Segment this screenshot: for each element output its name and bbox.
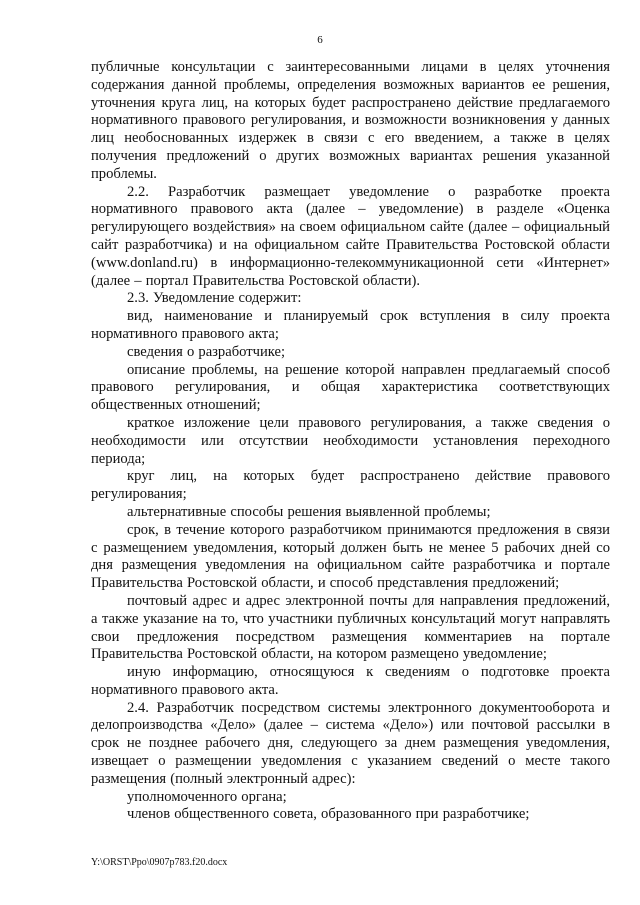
paragraph: краткое изложение цели правового регулирования, а также сведения о необходимости или отсутствии необходимости установления переходного периода; [91, 414, 610, 467]
paragraph: уполномоченного органа; [127, 788, 287, 805]
body-text [91, 59, 610, 824]
paragraph: сведения о разработчике; [127, 343, 286, 360]
footer-file-path: Y:\ORST\Ppo\0907p783.f20.docx [91, 857, 228, 868]
paragraph: вид, наименование и планируемый срок вступления в силу проекта нормативного правового акта; [91, 308, 610, 342]
paragraph: 2.2. Разработчик размещает уведомление о разработке проекта нормативного правового акта (далее – уведомление) в разделе «Оценка регулирующего воздействия» на своем официальном сайте (далее – официальный сайт разработчика) и на официальном сайте Правительства Ростовской области (www.donland.ru) в информационно-телекоммуникационной сети «Интернет» (далее – портал Правительства Ростовской области). [91, 183, 610, 289]
paragraph: членов общественного совета, образованного при разработчике; [127, 806, 530, 823]
paragraph: публичные консультации с заинтересованными лицами в целях уточнения содержания данной проблемы, определения возможных вариантов ее решения, уточнения круга лиц, на которых будет распространено действие предлагаемого нормативного правового регулирования, и возможности возникновения у данных лиц необоснованных издержек в связи с его введением, а также в целях получения предложений о других возможных вариантах решения указанной проблемы. [91, 59, 610, 182]
paragraph: срок, в течение которого разработчиком принимаются предложения в связи с размещением уведомления, который должен быть не менее 5 рабочих дней со дня размещения уведомления на официальном сайте разработчика и портале Правительства Ростовской области, и способ представления предложений; [91, 521, 610, 592]
paragraph: описание проблемы, на решение которой направлен предлагаемый способ правового регулирования, и общая характеристика соответствующих общественных отношений; [91, 361, 610, 414]
page-number: 6 [317, 34, 323, 46]
paragraph: круг лиц, на которых будет распространено действие правового регулирования; [91, 468, 610, 503]
paragraph: альтернативные способы решения выявленной проблемы; [127, 503, 491, 520]
paragraph: 2.4. Разработчик посредством системы электронного документооборота и делопроизводства «Дело» (далее – система «Дело») или почтовой рассылки в срок не позднее рабочего дня, следующего за днем размещения уведомления, извещает о размещении уведомления с указанием сведений о месте такого размещения (полный электронный адрес): [91, 699, 610, 787]
paragraph: иную информацию, относящуюся к сведениям о подготовке проекта нормативного правового акта. [91, 664, 610, 698]
paragraph: почтовый адрес и адрес электронной почты для направления предложений, а также указание на то, что участники публичных консультаций могут направлять свои предложения посредством размещения комментариев на портале Правительства Ростовской области, на котором размещено уведомление; [91, 592, 610, 663]
paragraph: 2.3. Уведомление содержит: [127, 290, 302, 307]
